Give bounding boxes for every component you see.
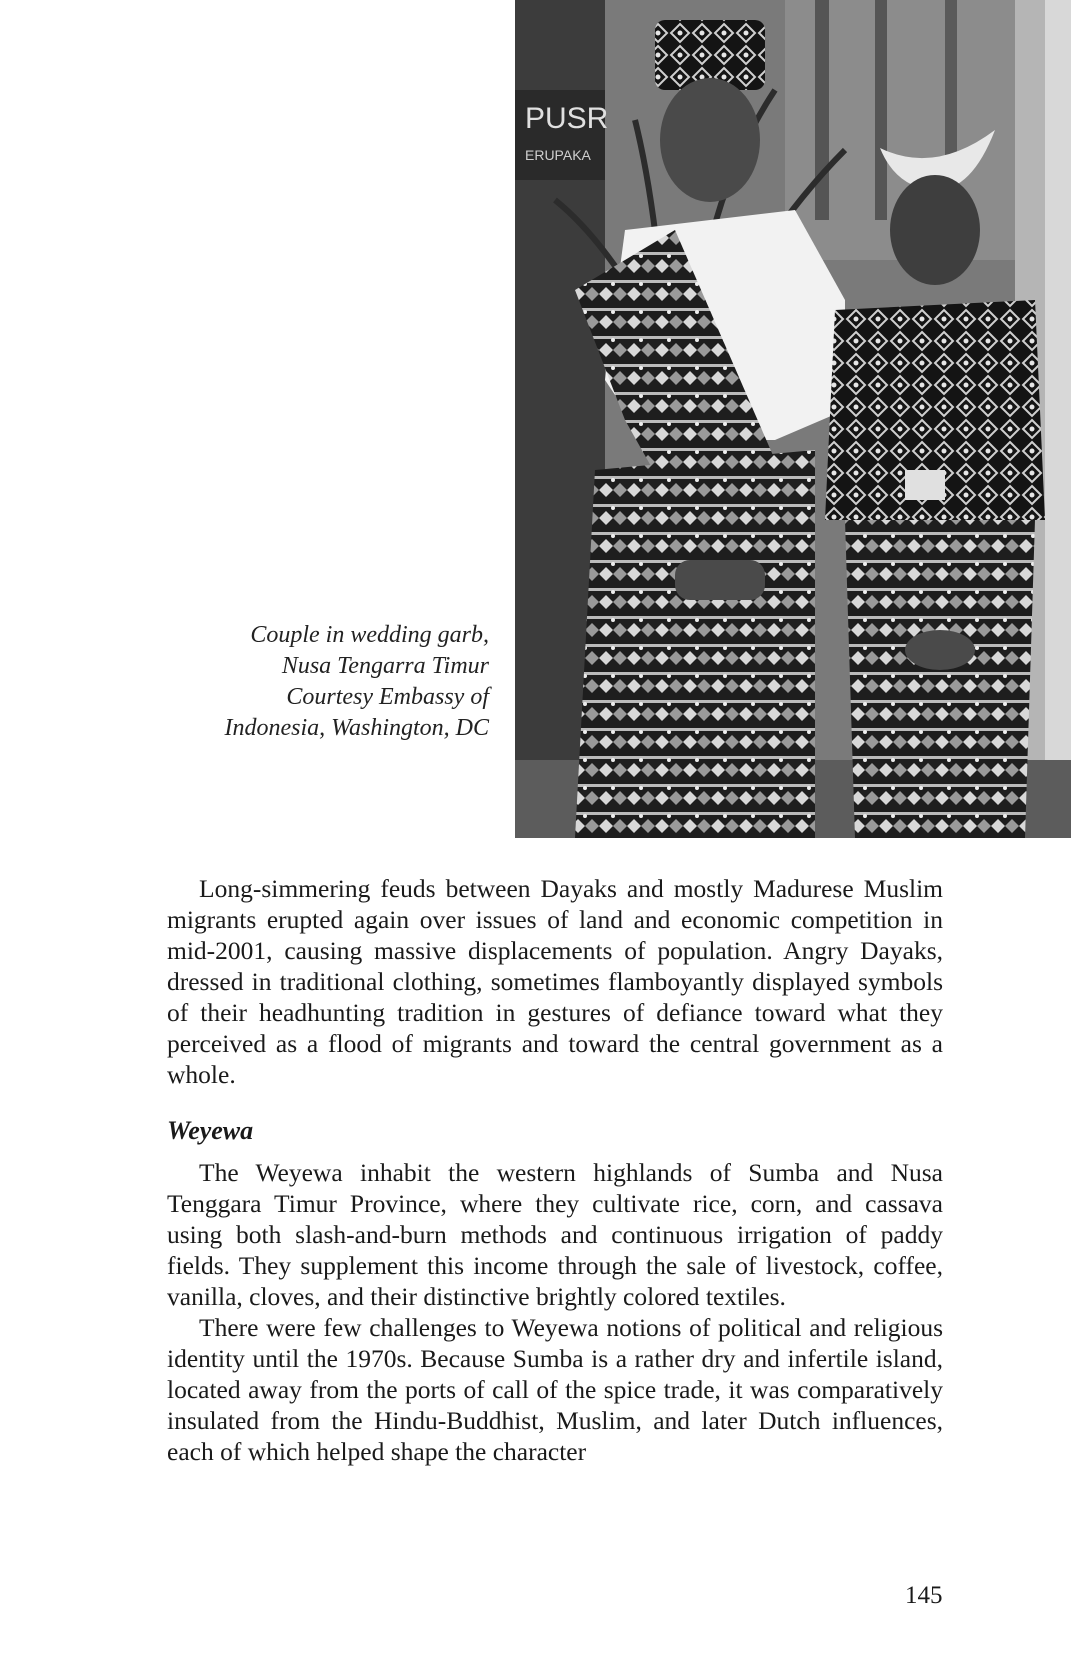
weyewa-paragraph-block <box>167 1157 943 1467</box>
dayak-paragraph-block <box>167 873 943 1090</box>
caption-line-2: Nusa Tengarra Timur <box>281 653 489 679</box>
photo-illustration <box>515 0 1071 838</box>
section-heading-weyewa: Weyewa <box>167 1116 254 1145</box>
paragraph-dayak-feuds: Long-simmering feuds between Dayaks and mostly Madurese Muslim migrants erupted again over issues of land and economic competition in mid-2001, causing massive displacements of population. Angry Dayaks, dressed in traditional clothing, sometimes flamboyantly displayed symbols of their headhunting tradition in gestures of defiance toward what they perceived as a flood of migrants and toward the central government as a whole. <box>167 874 943 1089</box>
sign-text: PUSR <box>525 102 609 135</box>
page-number: 145 <box>905 1582 943 1609</box>
caption-line-1: Couple in wedding garb, <box>250 622 489 648</box>
paragraph-weyewa-livelihood: The Weyewa inhabit the western highlands of Sumba and Nusa Tenggara Timur Province, where they cultivate rice, corn, and cassava using both slash-and-burn methods and continuous irrigation of paddy fields. They supplement this income through the sale of livestock, coffee, vanilla, cloves, and their distinctive brightly colored textiles. <box>167 1158 943 1311</box>
paragraph-weyewa-identity: There were few challenges to Weyewa notions of political and religious identity until the 1970s. Because Sumba is a rather dry and infertile island, located away from the ports of call of the spice trade, it was comparatively insulated from the Hindu-Buddhist, Muslim, and later Dutch influences, each of which helped shape the character <box>167 1313 943 1466</box>
caption-line-4: Indonesia, Washington, DC <box>224 715 489 741</box>
wedding-couple-photo <box>515 0 1071 838</box>
sign-subtext: ERUPAKA <box>525 147 591 163</box>
caption-line-3: Courtesy Embassy of <box>286 684 489 710</box>
photo-caption <box>169 620 489 744</box>
